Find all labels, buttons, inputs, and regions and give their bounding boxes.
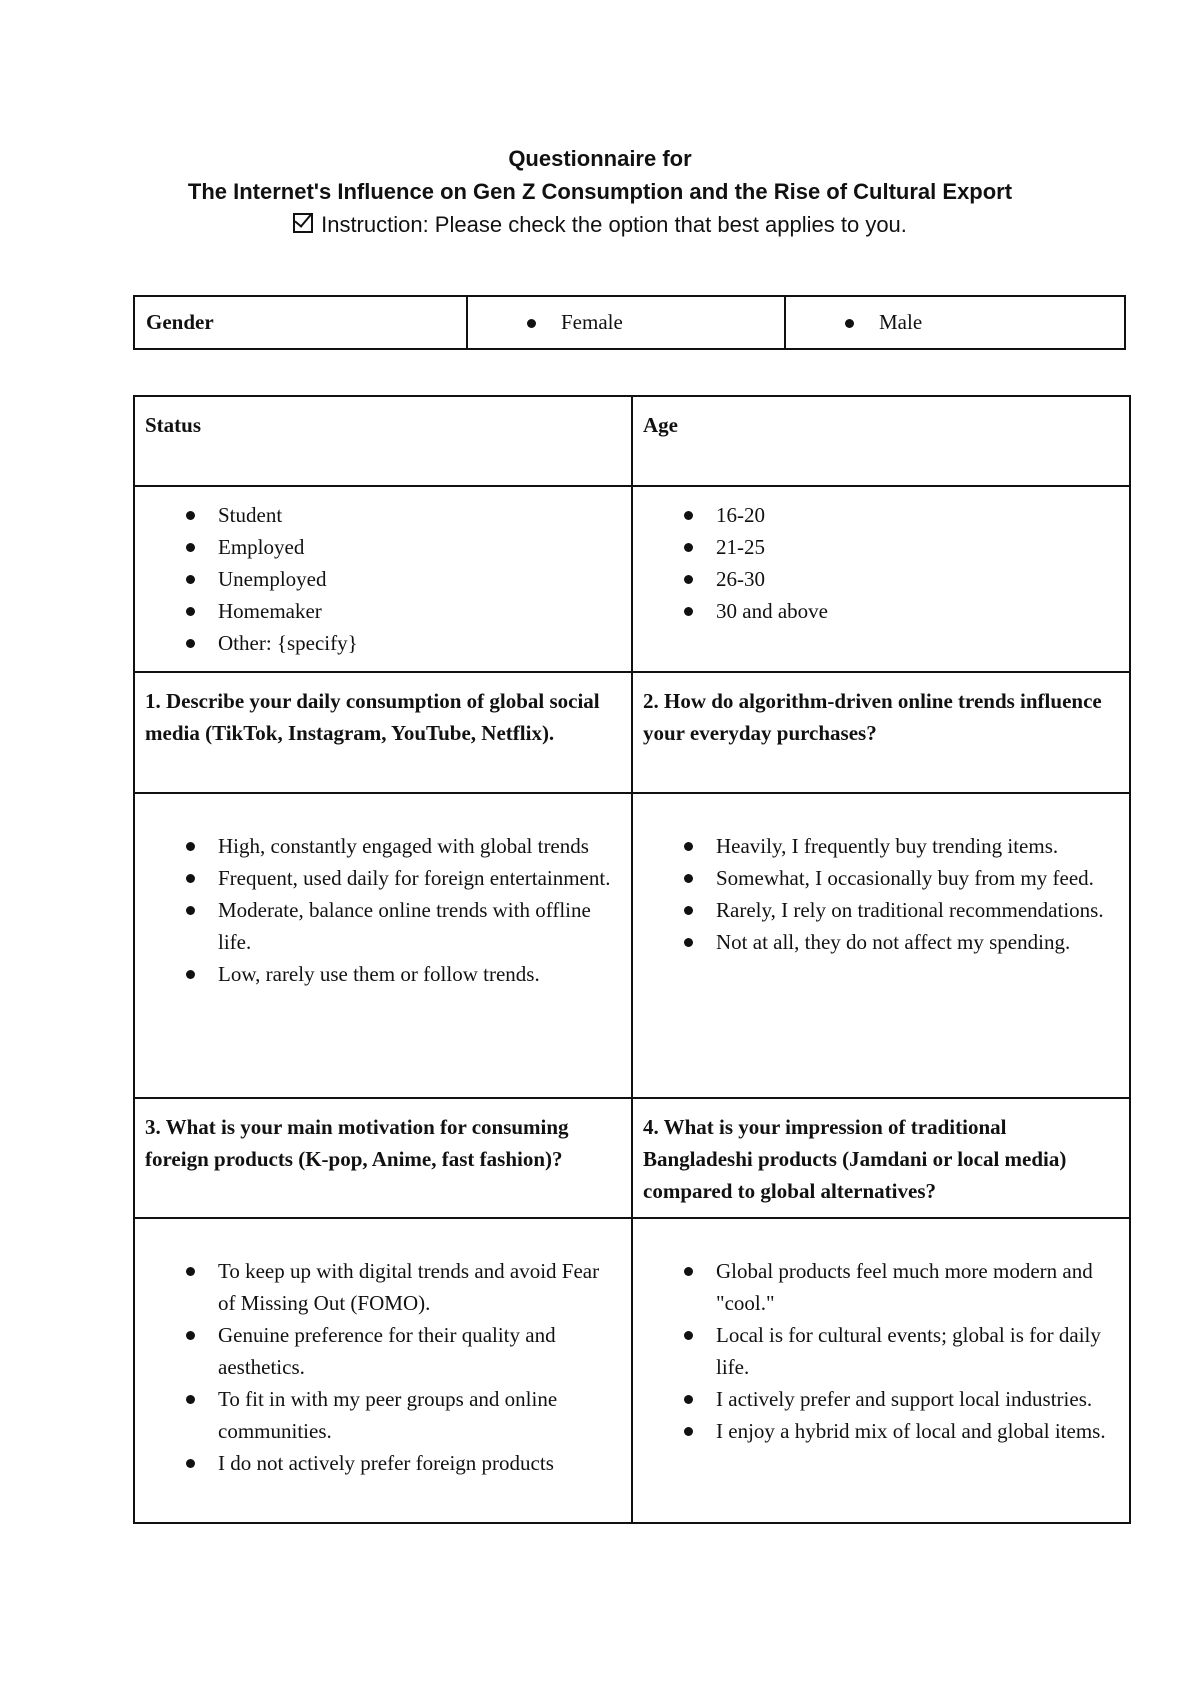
- question-1-option[interactable]: Frequent, used daily for foreign entertainment.: [135, 862, 631, 894]
- question-3-option[interactable]: To keep up with digital trends and avoid Fear of Missing Out (FOMO).: [135, 1255, 631, 1319]
- status-option[interactable]: Homemaker: [135, 595, 631, 627]
- question-4-option[interactable]: Local is for cultural events; global is for daily life.: [633, 1319, 1129, 1383]
- instruction: [0, 212, 1200, 238]
- status-options: [135, 499, 631, 659]
- age-label: Age: [632, 396, 1130, 486]
- question-2-option[interactable]: Not at all, they do not affect my spending.: [633, 926, 1129, 958]
- age-option[interactable]: 16-20: [633, 499, 1129, 531]
- gender-option-female[interactable]: [467, 296, 785, 349]
- question-4-options: [633, 1255, 1129, 1447]
- question-1-prompt: 1. Describe your daily consumption of global social media (TikTok, Instagram, YouTube, Netflix).: [134, 672, 632, 793]
- gender-option-label: Female: [561, 310, 623, 334]
- question-4-prompt: 4. What is your impression of traditional Bangladeshi products (Jamdani or local media) compared to global alternatives?: [632, 1098, 1130, 1218]
- question-4-option[interactable]: Global products feel much more modern and "cool.": [633, 1255, 1129, 1319]
- question-2-option[interactable]: Heavily, I frequently buy trending items.: [633, 830, 1129, 862]
- status-option[interactable]: Employed: [135, 531, 631, 563]
- gender-table: [133, 295, 1126, 350]
- question-2-option[interactable]: Somewhat, I occasionally buy from my feed.: [633, 862, 1129, 894]
- question-2-prompt: 2. How do algorithm-driven online trends influence your everyday purchases?: [632, 672, 1130, 793]
- question-1-option[interactable]: High, constantly engaged with global trends: [135, 830, 631, 862]
- question-1-options-cell: [134, 793, 632, 1098]
- question-4-option[interactable]: I actively prefer and support local industries.: [633, 1383, 1129, 1415]
- status-label: Status: [134, 396, 632, 486]
- question-4-option[interactable]: I enjoy a hybrid mix of local and global items.: [633, 1415, 1129, 1447]
- age-options: [633, 499, 1129, 627]
- question-2-options: [633, 830, 1129, 958]
- question-1-option[interactable]: Low, rarely use them or follow trends.: [135, 958, 631, 990]
- question-2-option[interactable]: Rarely, I rely on traditional recommendations.: [633, 894, 1129, 926]
- status-option[interactable]: Student: [135, 499, 631, 531]
- question-3-option[interactable]: I do not actively prefer foreign products: [135, 1447, 631, 1479]
- instruction-text: Instruction: Please check the option that best applies to you.: [321, 212, 907, 237]
- age-options-cell: [632, 486, 1130, 672]
- gender-option-male[interactable]: [785, 296, 1125, 349]
- question-1-options: [135, 830, 631, 990]
- questions-table: [133, 395, 1131, 1524]
- title-line-1: Questionnaire for: [508, 146, 692, 171]
- bullet-icon: [479, 310, 784, 335]
- status-options-cell: [134, 486, 632, 672]
- gender-label: Gender: [134, 296, 467, 349]
- title-line-2: The Internet's Influence on Gen Z Consumption and the Rise of Cultural Export: [187, 179, 1013, 204]
- question-3-option[interactable]: To fit in with my peer groups and online communities.: [135, 1383, 631, 1447]
- question-4-options-cell: [632, 1218, 1130, 1523]
- bullet-icon: [797, 310, 1124, 335]
- age-option[interactable]: 30 and above: [633, 595, 1129, 627]
- gender-option-label: Male: [879, 310, 923, 334]
- status-option[interactable]: Other: {specify}: [135, 627, 631, 659]
- question-2-options-cell: [632, 793, 1130, 1098]
- question-3-prompt: 3. What is your main motivation for consuming foreign products (K-pop, Anime, fast fashion)?: [134, 1098, 632, 1218]
- question-3-options-cell: [134, 1218, 632, 1523]
- question-1-option[interactable]: Moderate, balance online trends with offline life.: [135, 894, 631, 958]
- question-3-option[interactable]: Genuine preference for their quality and aesthetics.: [135, 1319, 631, 1383]
- age-option[interactable]: 21-25: [633, 531, 1129, 563]
- status-option[interactable]: Unemployed: [135, 563, 631, 595]
- age-option[interactable]: 26-30: [633, 563, 1129, 595]
- checkbox-icon: [293, 213, 313, 233]
- question-3-options: [135, 1255, 631, 1479]
